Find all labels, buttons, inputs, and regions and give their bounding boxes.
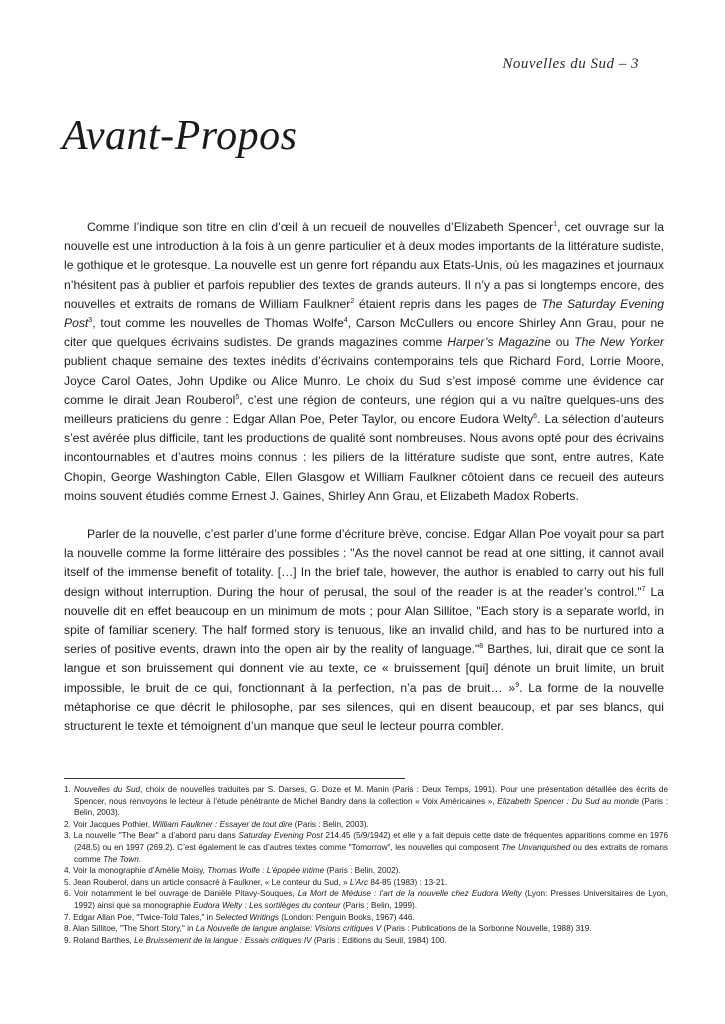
text-run: , cet ouvrage sur la nouvelle est une introduction à la fois à un genre particulier et à deux modes importants de la littérature sudiste, le gothique et le grotesque. La nouvelle est un genre fort répandu aux Etats-Unis, où les magazines et journaux n’hésitent pas à publier et parfois republier des textes de grands auteurs. Il n’y a pas si longtemps encore, des nouvelles et extraits de romans de William Faulkner [64, 220, 664, 311]
text-run: , Carson McCullers ou encore Shirley Ann Grau, pour ne citer que quelques écrivains sudistes. De grands magazines comme [64, 316, 664, 350]
footnote [64, 923, 668, 935]
footnote-ref: 1 [553, 220, 558, 228]
italic-title: L’Arc [349, 877, 369, 887]
text-run: La nouvelle dit en effet beaucoup en un minimum de mots ; pour Alan Sillitoe, "Each story is a separate world, in spite of familiar scenery. The half formed story is tenuous, like an invalid child, and has to be nurtured into a series of positive events, drawn into the open air by the reality of language." [64, 584, 664, 657]
footnote-ref: 7 [641, 585, 646, 593]
footnote [64, 888, 668, 911]
italic-title: Elizabeth Spencer : Du Sud au monde [497, 796, 639, 806]
footnote [64, 865, 668, 877]
text-run: 7. Edgar Allan Poe, "Twice-Told Tales," in [64, 912, 216, 922]
text-run: (Paris : Editions du Seuil, 1984) 100. [311, 935, 447, 945]
italic-title: Saturday Evening Post [238, 831, 323, 841]
running-head: Nouvelles du Sud – 3 [502, 56, 639, 72]
text-run: 214.45 (5/9/1942) et elle y a fait depuis cette date de fréquentes apparitions comme en 1976 (248.5) ou en 1997 (269.2). C’est également le cas d’autres textes comme "Tomorrow", les nouvelles qui composent [74, 831, 669, 852]
text-run: étaient repris dans les pages de [354, 296, 542, 311]
italic-title: William Faulkner : Essayer de tout dire [152, 819, 293, 829]
italic-title: Nouvelles du Sud [74, 785, 141, 794]
italic-title: The Saturday Evening Post [64, 296, 664, 331]
italic-title: The Unvanquished [501, 842, 571, 852]
italic-title: Selected Writings [215, 912, 280, 922]
italic-title: Eudora Welty : Les sortilèges du conteur [193, 900, 341, 910]
footnote-ref: 4 [343, 316, 348, 324]
text-run: 2. Voir Jacques Pothier, [64, 819, 153, 829]
footnote-ref: 2 [350, 297, 355, 305]
footnote [64, 877, 668, 889]
text-run: 3. La nouvelle "The Bear" a d’abord paru dans [64, 831, 239, 841]
italic-title: La Mort de Méduse : l’art de la nouvelle chez Eudora Welty [297, 889, 522, 899]
footnote-ref: 9 [515, 681, 520, 689]
text-run: . La sélection d’auteurs s’est avérée plus difficile, tant les productions de qualité sont nombreuses. Nous avons opté pour des écrivains incontournables et d’autres moins connus : les piliers de la littérature sudiste que sont, entre autres, Kate Chopin, George Washington Cable, Ellen Glasgow et William Faulkner côtoient dans ce recueil des auteurs moins souvent étudiés comme Ernest J. Gaines, Shirley Ann Grau, et Elizabeth Madox Roberts. [64, 412, 664, 503]
italic-title: Harper’s Magazine [447, 335, 551, 350]
text-run: (London: Penguin Books, 1967) 446. [279, 912, 415, 922]
text-run: (Paris : Belin, 2003). [292, 819, 369, 829]
footnote [64, 784, 668, 819]
footnote-ref: 6 [533, 412, 537, 420]
text-run: Comme l’indique son titre en clin d’œil à un recueil de nouvelles d’Elizabeth Spencer [87, 220, 554, 234]
text-run: ou [550, 335, 575, 350]
footnote [64, 819, 668, 831]
text-run: (Lyon: Presses Universitaires de Lyon, 1992) ainsi que sa monographie [74, 889, 669, 910]
text-run: (Paris : Publications de la Sorbonne Nouvelle, 1988) 319. [381, 924, 592, 934]
text-run: ou des extraits de romans comme [74, 842, 669, 864]
text-run: 6. Voir notamment le bel ouvrage de Danièle Pitavy-Souques, [64, 889, 298, 899]
page-title: Avant-Propos [62, 113, 298, 159]
text-run: 5. Jean Rouberol, dans un article consacré à Faulkner, « Le conteur du Sud, » [64, 877, 350, 887]
text-run: Parler de la nouvelle, c’est parler d’une forme d’écriture brève, concise. Edgar Allan Poe voyait pour sa part la nouvelle comme la forme littéraire des possibles : "As the novel cannot be read at one sitting, it cannot avail itself of the immense benefit of totality. […] In the brief tale, however, the author is enabled to carry out his full design without interruption. During the hour of perusal, the soul of the reader is at the reader’s control." [64, 527, 664, 599]
italic-title: Thomas Wolfe : L’épopée intime [207, 866, 325, 876]
footnote [64, 912, 668, 924]
italic-title: La Nouvelle de langue anglaise: Visions critiques V [195, 924, 382, 934]
text-run: publient chaque semaine des textes inédits d’écrivains contemporains tels que Richard Ford, Lorrie Moore, Joyce Carol Oates, John Updike ou Alice Munro. Le choix du Sud s’est imposé comme une évidence car comme le dirait Jean Rouberol [64, 354, 664, 407]
text-run: 8. Alan Sillitoe, "The Short Story," in [64, 924, 196, 934]
text-run: 84-85 (1983) : 13-21. [368, 877, 448, 887]
footnote [64, 830, 668, 865]
text-run: 1. [64, 785, 75, 794]
text-run: 9. Roland Barthes, [64, 935, 135, 945]
footnote-ref: 5 [235, 393, 240, 401]
text-run: . La forme de la nouvelle métaphorise ce que décrit le philosophe, par ses silences, qui en disent beaucoup, et par ses blancs, qui structurent le texte et témoignent d’un manque que seul le lecteur pourra combler. [64, 680, 664, 734]
paragraph [64, 218, 664, 506]
text-run: . [138, 854, 142, 864]
italic-title: Le Bruissement de la langue : Essais critiques IV [134, 935, 312, 945]
footnote-ref: 3 [88, 316, 93, 324]
footnote [64, 935, 668, 947]
text-run: 4. Voir la monographie d’Amélie Moisy, [64, 866, 208, 876]
text-run: (Paris : Belin, 1999). [340, 900, 418, 910]
footnote-ref: 8 [479, 643, 484, 651]
footnotes [64, 784, 668, 946]
text-run: , choix de nouvelles traduites par S. Darses, G. Doze et M. Manin (Paris : Deux Temps, 1991). Pour une présentation détaillée des écrits de Spencer, nous renvoyons le lecteur à l’étude pénétrante de Michel Bandry dans la collection « Voix Américaines », [74, 785, 669, 806]
italic-title: The New Yorker [574, 335, 664, 350]
text-run: , c’est une région de conteurs, une région qui a vu naître quelques-uns des meilleurs praticiens du genre : Edgar Allan Poe, Peter Taylor, ou encore Eudora Welty [64, 392, 664, 427]
paragraph [64, 525, 664, 736]
text-run: , tout comme les nouvelles de Thomas Wolfe [92, 316, 344, 331]
italic-title: The Town [103, 854, 139, 864]
text-run: (Paris : Belin, 2002). [324, 866, 401, 876]
text-run: Barthes, lui, dirait que ce sont la langue et son bruissement qui donnent vie au texte, ce « bruissement [qui] dénote un bruit limite, un bruit impossible, le bruit de ce qui, fonctionnant à la perfection, n’a pas de bruit… » [64, 642, 664, 695]
main-text [64, 218, 664, 736]
text-run: (Paris : Belin, 2003). [74, 796, 668, 818]
footnote-divider [64, 778, 405, 779]
